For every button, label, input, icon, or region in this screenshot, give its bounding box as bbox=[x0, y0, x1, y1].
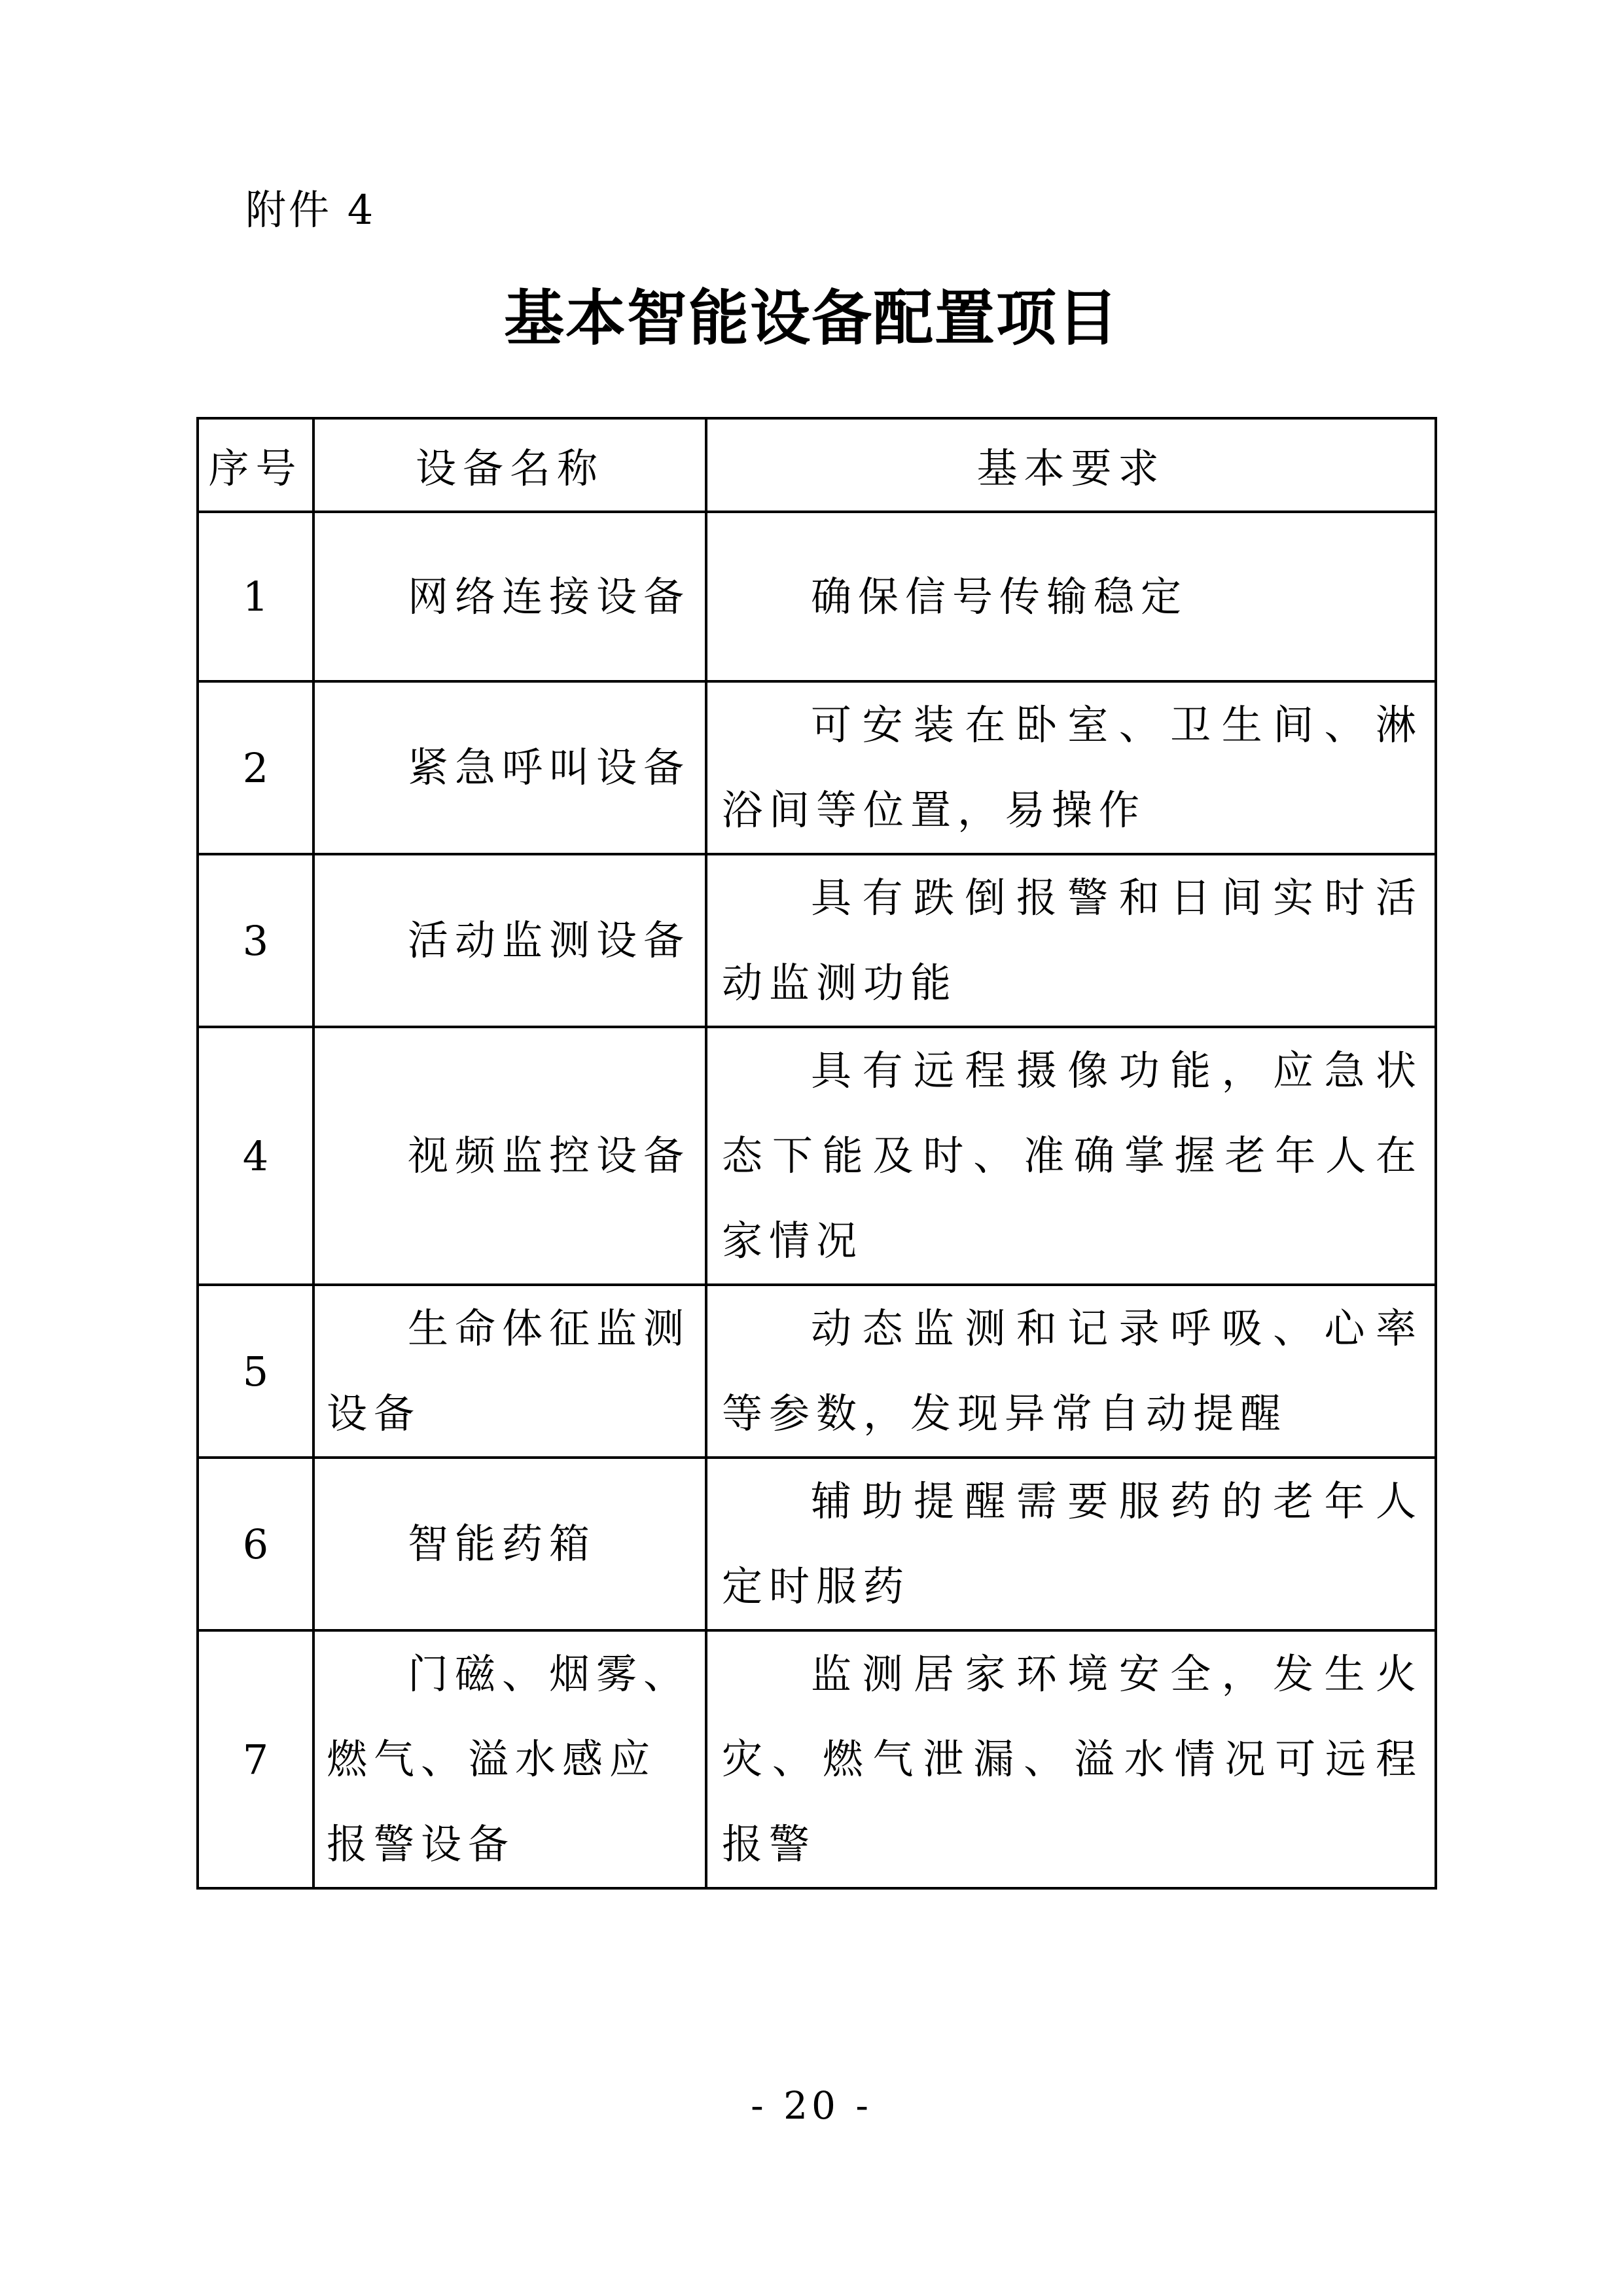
row-no: 5 bbox=[198, 1285, 313, 1458]
header-name: 设备名称 bbox=[313, 418, 706, 512]
equipment-table bbox=[196, 417, 1437, 1890]
row-name: 紧急呼叫设备 bbox=[313, 681, 706, 854]
table-row bbox=[198, 1630, 1436, 1888]
row-name: 智能药箱 bbox=[313, 1458, 706, 1630]
row-requirement: 动态监测和记录呼吸、心率等参数，发现异常自动提醒 bbox=[706, 1285, 1436, 1458]
row-name: 门磁、烟雾、燃气、溢水感应报警设备 bbox=[313, 1630, 706, 1888]
row-no: 2 bbox=[198, 681, 313, 854]
row-requirement: 可安装在卧室、卫生间、淋浴间等位置，易操作 bbox=[706, 681, 1436, 854]
table-row bbox=[198, 854, 1436, 1027]
row-requirement: 确保信号传输稳定 bbox=[706, 512, 1436, 681]
row-no: 1 bbox=[198, 512, 313, 681]
table-row bbox=[198, 1458, 1436, 1630]
row-no: 3 bbox=[198, 854, 313, 1027]
row-requirement: 监测居家环境安全，发生火灾、燃气泄漏、溢水情况可远程报警 bbox=[706, 1630, 1436, 1888]
row-requirement: 具有远程摄像功能，应急状态下能及时、准确掌握老年人在家情况 bbox=[706, 1027, 1436, 1285]
row-no: 7 bbox=[198, 1630, 313, 1888]
table-row bbox=[198, 681, 1436, 854]
table-header-row bbox=[198, 418, 1436, 512]
header-no: 序号 bbox=[198, 418, 313, 512]
document-title: 基本智能设备配置项目 bbox=[503, 283, 1119, 353]
row-name: 视频监控设备 bbox=[313, 1027, 706, 1285]
row-no: 6 bbox=[198, 1458, 313, 1630]
table-row bbox=[198, 1285, 1436, 1458]
page-number: - 20 - bbox=[751, 2083, 872, 2128]
header-requirement: 基本要求 bbox=[706, 418, 1436, 512]
row-name: 生命体征监测设备 bbox=[313, 1285, 706, 1458]
row-name: 网络连接设备 bbox=[313, 512, 706, 681]
table-row bbox=[198, 1027, 1436, 1285]
table-row bbox=[198, 512, 1436, 681]
row-requirement: 具有跌倒报警和日间实时活动监测功能 bbox=[706, 854, 1436, 1027]
attachment-label: 附件 4 bbox=[245, 186, 376, 234]
row-no: 4 bbox=[198, 1027, 313, 1285]
row-name: 活动监测设备 bbox=[313, 854, 706, 1027]
row-requirement: 辅助提醒需要服药的老年人定时服药 bbox=[706, 1458, 1436, 1630]
